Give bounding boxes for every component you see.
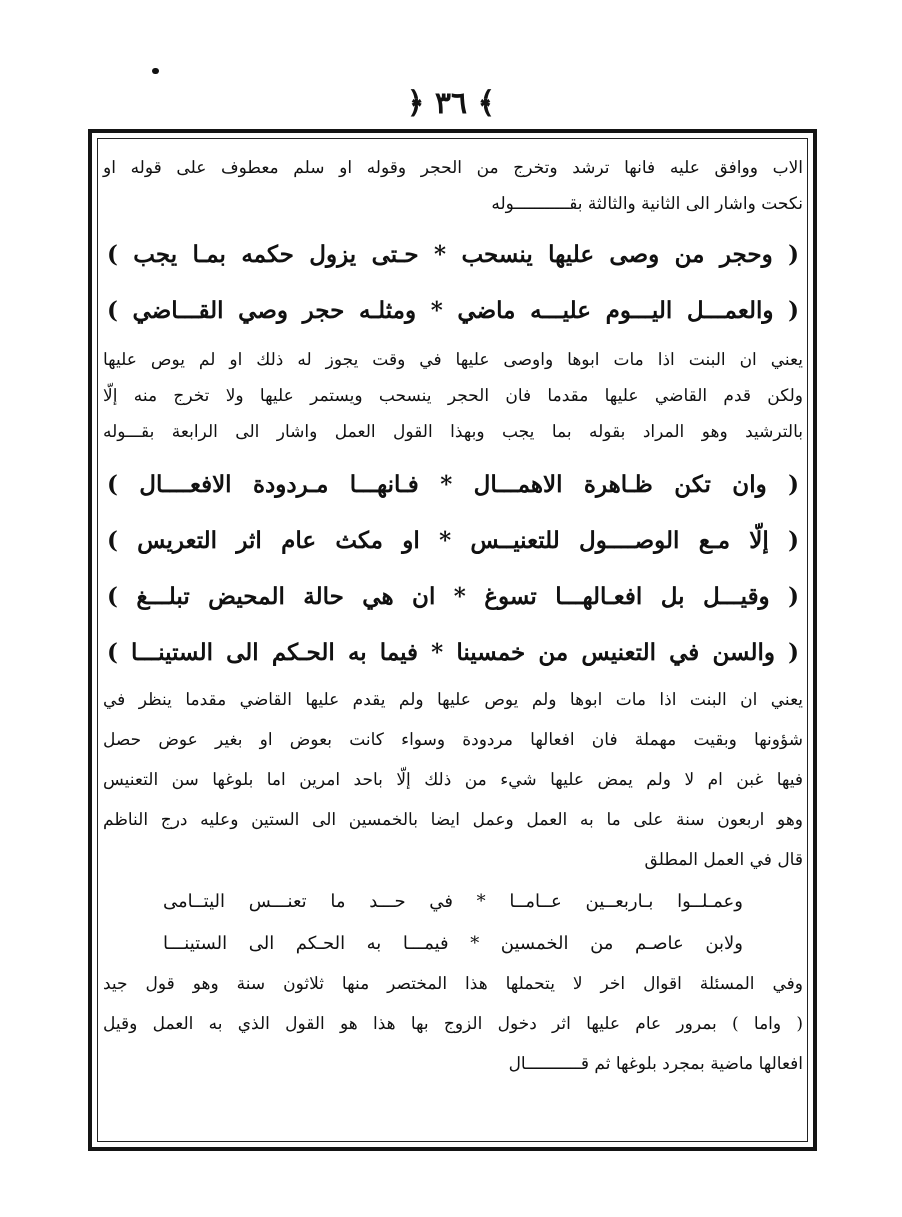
text-line: ( واما ) بمرور عام عليها اثر دخول الزوج بها هذا هو القول الذي به العمل وقيل xyxy=(103,1014,803,1034)
text-line: بالترشيد وهو المراد بقوله بما يجب وبهذا القول العمل واشار الى الرابعة بقـــوله xyxy=(103,422,803,442)
verse-line: ( وقيـــل بل افعـالهـــا تسوغ * ان هي حالة المحيض تبلـــغ ) xyxy=(107,582,799,610)
text-line: يعني ان البنت اذا مات ابوها ولم يوص عليها ولم يقدم عليها القاضي مقدما ينظر في xyxy=(103,690,803,710)
verse-line: ( والعمـــل اليـــوم عليـــه ماضي * ومثلـه حجر وصي القـــاضي ) xyxy=(107,296,799,324)
text-line: فيها غبن ام لا ولم يمض عليها شيء من ذلك إلّا باحد امرين اما بلوغها سن التعنيس xyxy=(103,770,803,790)
verse-line: ( والسن في التعنيس من خمسينا * فيما به الحـكم الى الستينـــا ) xyxy=(107,638,799,666)
ink-speck xyxy=(152,68,159,74)
couplet-line: وعمـلــوا بـاربعــين عــامــا * في حـــد ما تعنـــس اليتــامى xyxy=(163,890,743,912)
text-line: قال في العمل المطلق xyxy=(644,850,803,870)
couplet-line: ولابن عاصـم من الخمسين * فيمـــا به الحـكم الى الستينـــا xyxy=(163,932,743,954)
verse-line: ( وحجر من وصى عليها ينسحب * حـتى يزول حكمه بمـا يجب ) xyxy=(107,240,799,268)
text-line: نكحت واشار الى الثانية والثالثة بقـــــــــــوله xyxy=(491,194,803,214)
text-line: شؤونها وبقيت مهملة فان افعالها مردودة وسواء كانت بعوض او بغير عوض حصل xyxy=(103,730,803,750)
verse-line: ( إلّا مـع الوصــــول للتعنيــس * او مكث عام اثر التعريس ) xyxy=(107,526,799,554)
verse-line: ( وان تكن ظـاهرة الاهمـــال * فـانهـــا مـردودة الافعــــال ) xyxy=(107,470,799,498)
page-number: ﴿ ٣٦ ﴾ xyxy=(406,86,496,121)
text-line: وفي المسئلة اقوال اخر لا يتحملها هذا المختصر منها ثلاثون سنة وهو قول جيد xyxy=(103,974,803,994)
text-line: وهو اربعون سنة على ما به العمل وعمل ايضا بالخمسين الى الستين وعليه درج الناظم xyxy=(103,810,803,830)
text-line: الاب ووافق عليه فانها ترشد وتخرج من الحجر وقوله او سلم معطوف على قوله او xyxy=(103,158,803,178)
text-body xyxy=(103,150,803,1084)
text-line: افعالها ماضية بمجرد بلوغها ثم قـــــــــــال xyxy=(508,1054,803,1074)
text-line: ولكن قدم القاضي عليها مقدما فان الحجر ينسحب ويستمر عليها ولا تخرج منه إلّا xyxy=(103,386,803,406)
text-line: يعني ان البنت اذا مات ابوها واوصى عليها في وقت يجوز له ذلك او لم يوص عليها xyxy=(103,350,803,370)
